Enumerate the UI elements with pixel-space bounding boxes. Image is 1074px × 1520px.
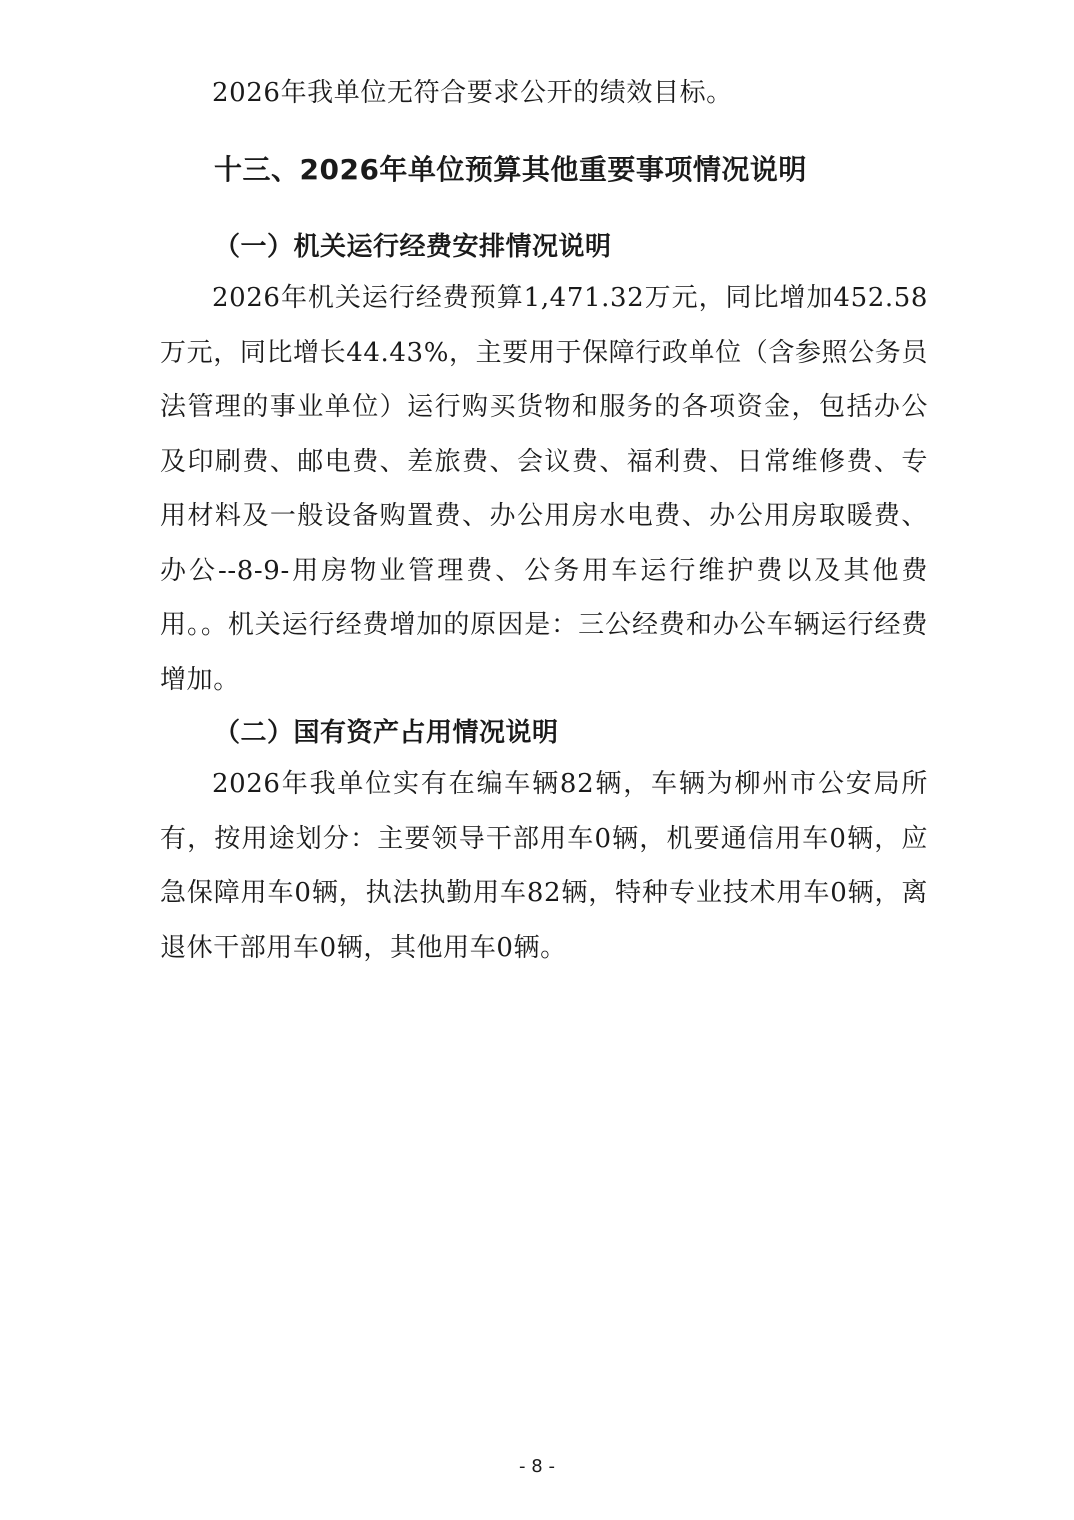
section-heading: 十三、2026年单位预算其他重要事项情况说明 — [214, 153, 807, 186]
operating-expenses-paragraph: 2026年机关运行经费预算1,471.32万元，同比增加452.58万元，同比增长44.43%，主要用于保障行政单位（含参照公务员法管理的事业单位）运行购买货物和服务的各项资金，包括办公及印刷费、邮电费、差旅费、会议费、福利费、日常维修费、专用材料及一般设备购置费、办公用房水电费、办公用房取暖费、办公--8-9-用房物业管理费、公务用车运行维护费以及其他费用。。机关运行经费增加的原因是：三公经费和办公车辆运行经费增加。 — [160, 283, 928, 695]
subsection-heading-state-assets: （二）国有资产占用情况说明 — [214, 718, 559, 748]
subsection-heading-operating-expenses: （一）机关运行经费安排情况说明 — [214, 232, 612, 262]
page-number: - 8 - — [519, 1456, 555, 1477]
state-assets-paragraph: 2026年我单位实有在编车辆82辆，车辆为柳州市公安局所有，按用途划分：主要领导干部用车0辆，机要通信用车0辆，应急保障用车0辆，执法执勤用车82辆，特种专业技术用车0辆，离退休干部用车0辆，其他用车0辆。 — [160, 769, 928, 963]
intro-paragraph: 2026年我单位无符合要求公开的绩效目标。 — [212, 78, 733, 108]
